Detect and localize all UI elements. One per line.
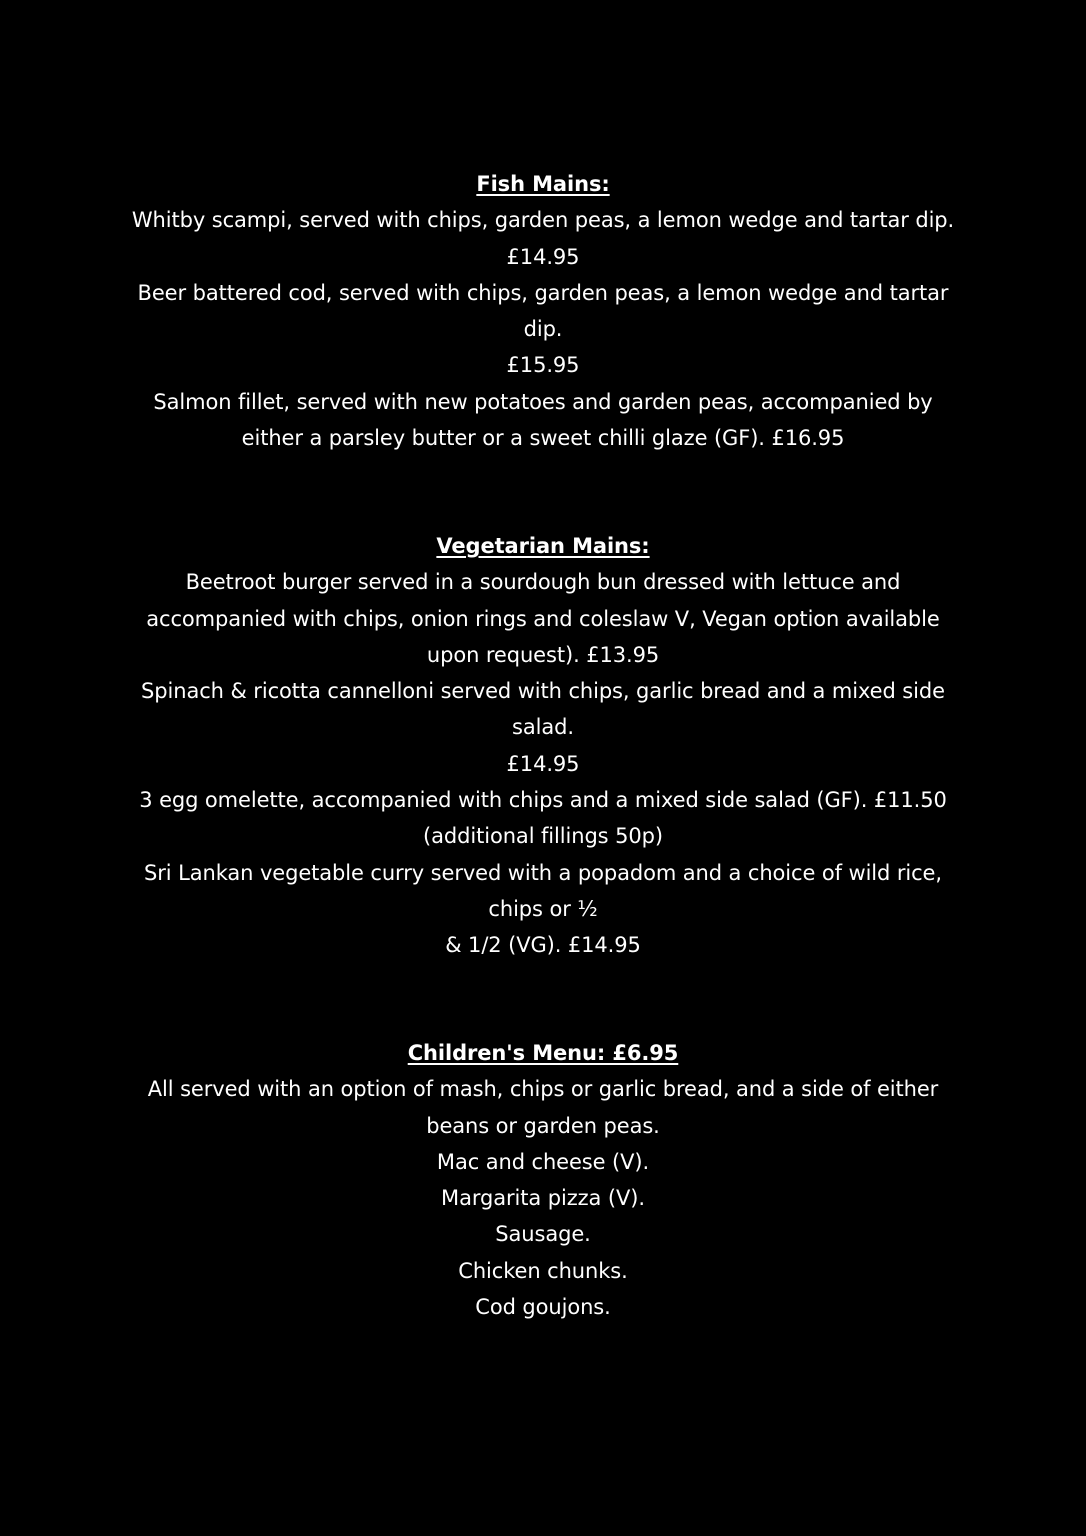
menu-line: dip. — [523, 317, 563, 342]
menu-line: either a parsley butter or a sweet chilli glaze (GF). £16.95 — [241, 426, 845, 451]
menu-line: Beetroot burger served in a sourdough bun dressed with lettuce and — [185, 570, 901, 595]
menu-line: upon request). £13.95 — [426, 642, 660, 667]
menu-line: Cod goujons. — [475, 1295, 611, 1320]
menu-line: Beer battered cod, served with chips, garden peas, a lemon wedge and tartar — [137, 280, 949, 305]
menu-line: beans or garden peas. — [426, 1113, 660, 1138]
menu-line: Chicken chunks. — [458, 1258, 628, 1283]
menu-line: £14.95 — [506, 751, 580, 776]
menu-line: £15.95 — [506, 353, 580, 378]
menu-line: Sri Lankan vegetable curry served with a popadom and a choice of wild rice, — [144, 860, 942, 885]
menu-line: Salmon fillet, served with new potatoes and garden peas, accompanied by — [153, 389, 933, 414]
menu-line: (additional fillings 50p) — [423, 824, 663, 849]
menu-line: Sausage. — [495, 1222, 591, 1247]
menu-line: Margarita pizza (V). — [441, 1186, 645, 1211]
fish-mains-section — [0, 166, 1086, 456]
menu-line: salad. — [512, 715, 574, 740]
menu-line: 3 egg omelette, accompanied with chips and a mixed side salad (GF). £11.50 — [139, 788, 947, 813]
menu-line: All served with an option of mash, chips or garlic bread, and a side of either — [147, 1077, 939, 1102]
menu-line: Mac and cheese (V). — [436, 1149, 650, 1174]
menu-line: chips or ½ — [488, 896, 598, 921]
childrens-menu-section — [0, 1035, 1086, 1325]
menu-line: accompanied with chips, onion rings and coleslaw V, Vegan option available — [146, 606, 940, 631]
vegetarian-mains-heading: Vegetarian Mains: — [436, 534, 650, 558]
childrens-menu-heading: Children's Menu: £6.95 — [407, 1041, 679, 1065]
menu-line: £14.95 — [506, 244, 580, 269]
vegetarian-mains-section — [0, 528, 1086, 964]
fish-mains-heading: Fish Mains: — [476, 172, 610, 196]
menu-line: Whitby scampi, served with chips, garden peas, a lemon wedge and tartar dip. — [131, 208, 955, 233]
menu-line: Spinach & ricotta cannelloni served with chips, garlic bread and a mixed side — [141, 679, 945, 704]
menu-line: & 1/2 (VG). £14.95 — [445, 933, 641, 958]
